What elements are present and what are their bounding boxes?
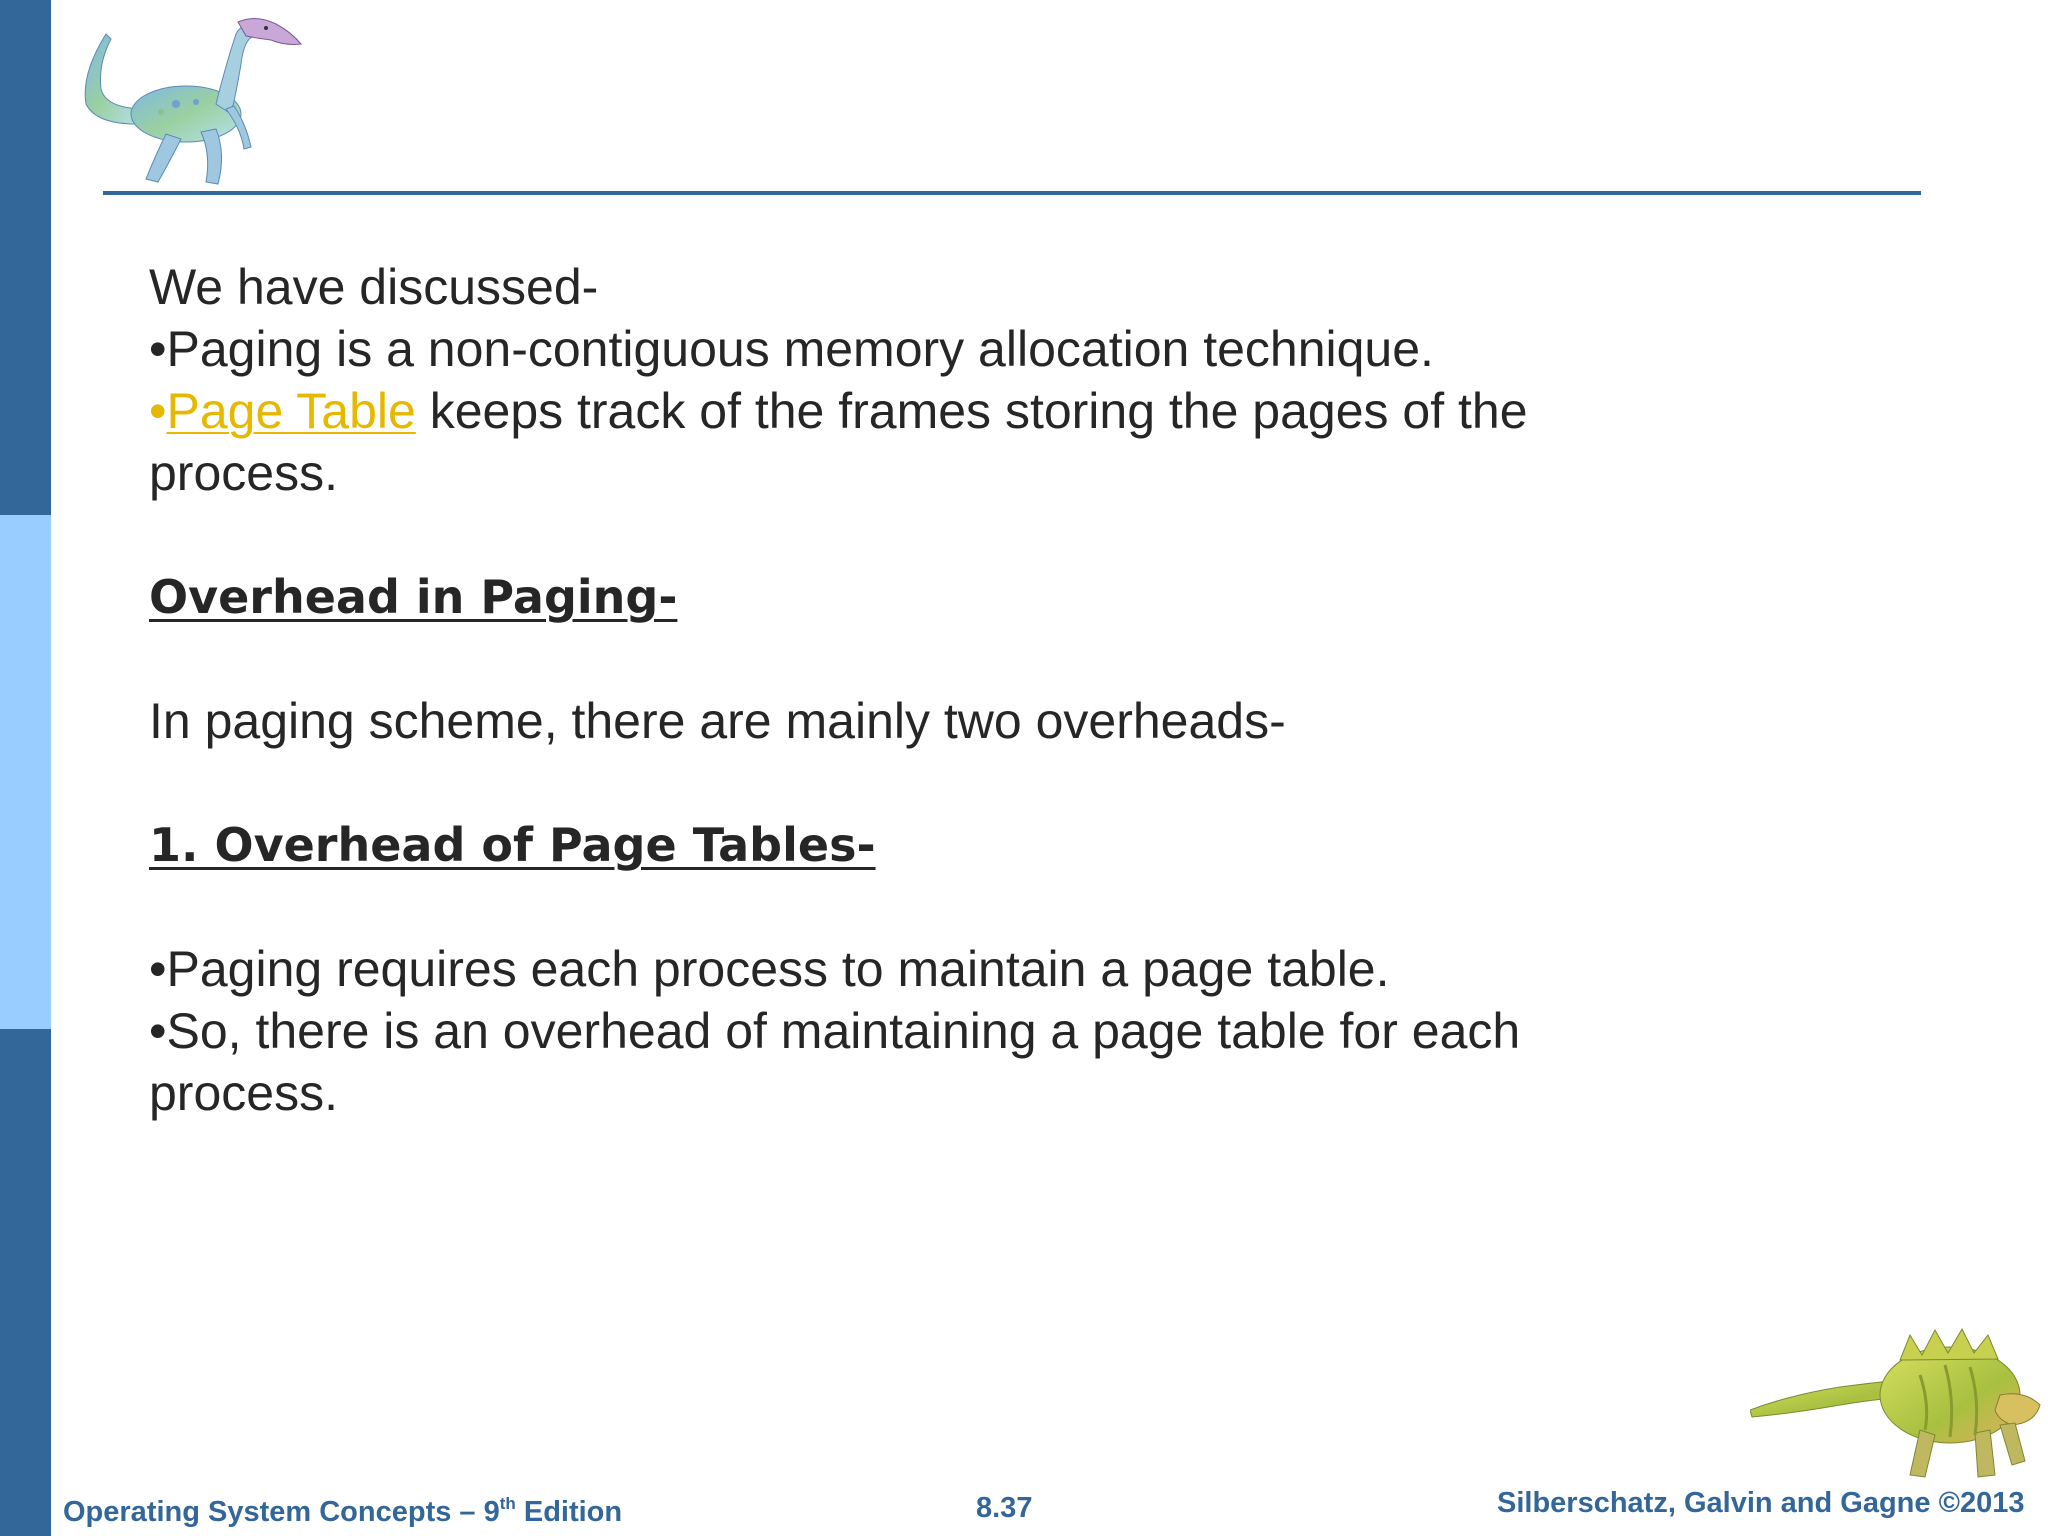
dinosaur-top-icon (76, 14, 316, 190)
bullet-page-table-text: keeps track of the frames storing the pages of the (415, 383, 1528, 439)
footer-copyright: Silberschatz, Galvin and Gagne ©2013 (1497, 1487, 2025, 1519)
bullet-page-table (149, 380, 1649, 442)
sidebar-bottom-band (0, 1029, 51, 1536)
bullet-paging-definition: •Paging is a non-contiguous memory allocation technique. (149, 321, 1434, 377)
header-divider (103, 191, 1921, 195)
footer-page-number: 8.37 (976, 1492, 1033, 1524)
slide-content (149, 256, 1649, 1124)
intro-text: We have discussed- (149, 259, 599, 315)
bullet-maintain-page-table: •Paging requires each process to maintain a page table. (149, 941, 1390, 997)
sidebar-middle-band (0, 515, 51, 1029)
bullet-overhead-continuation: process. (149, 1065, 338, 1121)
bullet-overhead-each-process: •So, there is an overhead of maintaining a page table for each (149, 1003, 1521, 1059)
sidebar-top-band (0, 0, 51, 515)
dinosaur-bottom-icon (1750, 1325, 2048, 1495)
bullet-page-table-continuation: process. (149, 445, 338, 501)
heading-overhead-of-page-tables: 1. Overhead of Page Tables- (149, 818, 876, 872)
heading-overhead-in-paging: Overhead in Paging- (149, 570, 678, 624)
bullet-marker: • (149, 383, 167, 439)
paragraph-two-overheads: In paging scheme, there are mainly two overheads- (149, 693, 1286, 749)
footer-book-title: Operating System Concepts – 9th Edition (63, 1494, 623, 1528)
page-table-link[interactable]: Page Table (166, 383, 416, 439)
